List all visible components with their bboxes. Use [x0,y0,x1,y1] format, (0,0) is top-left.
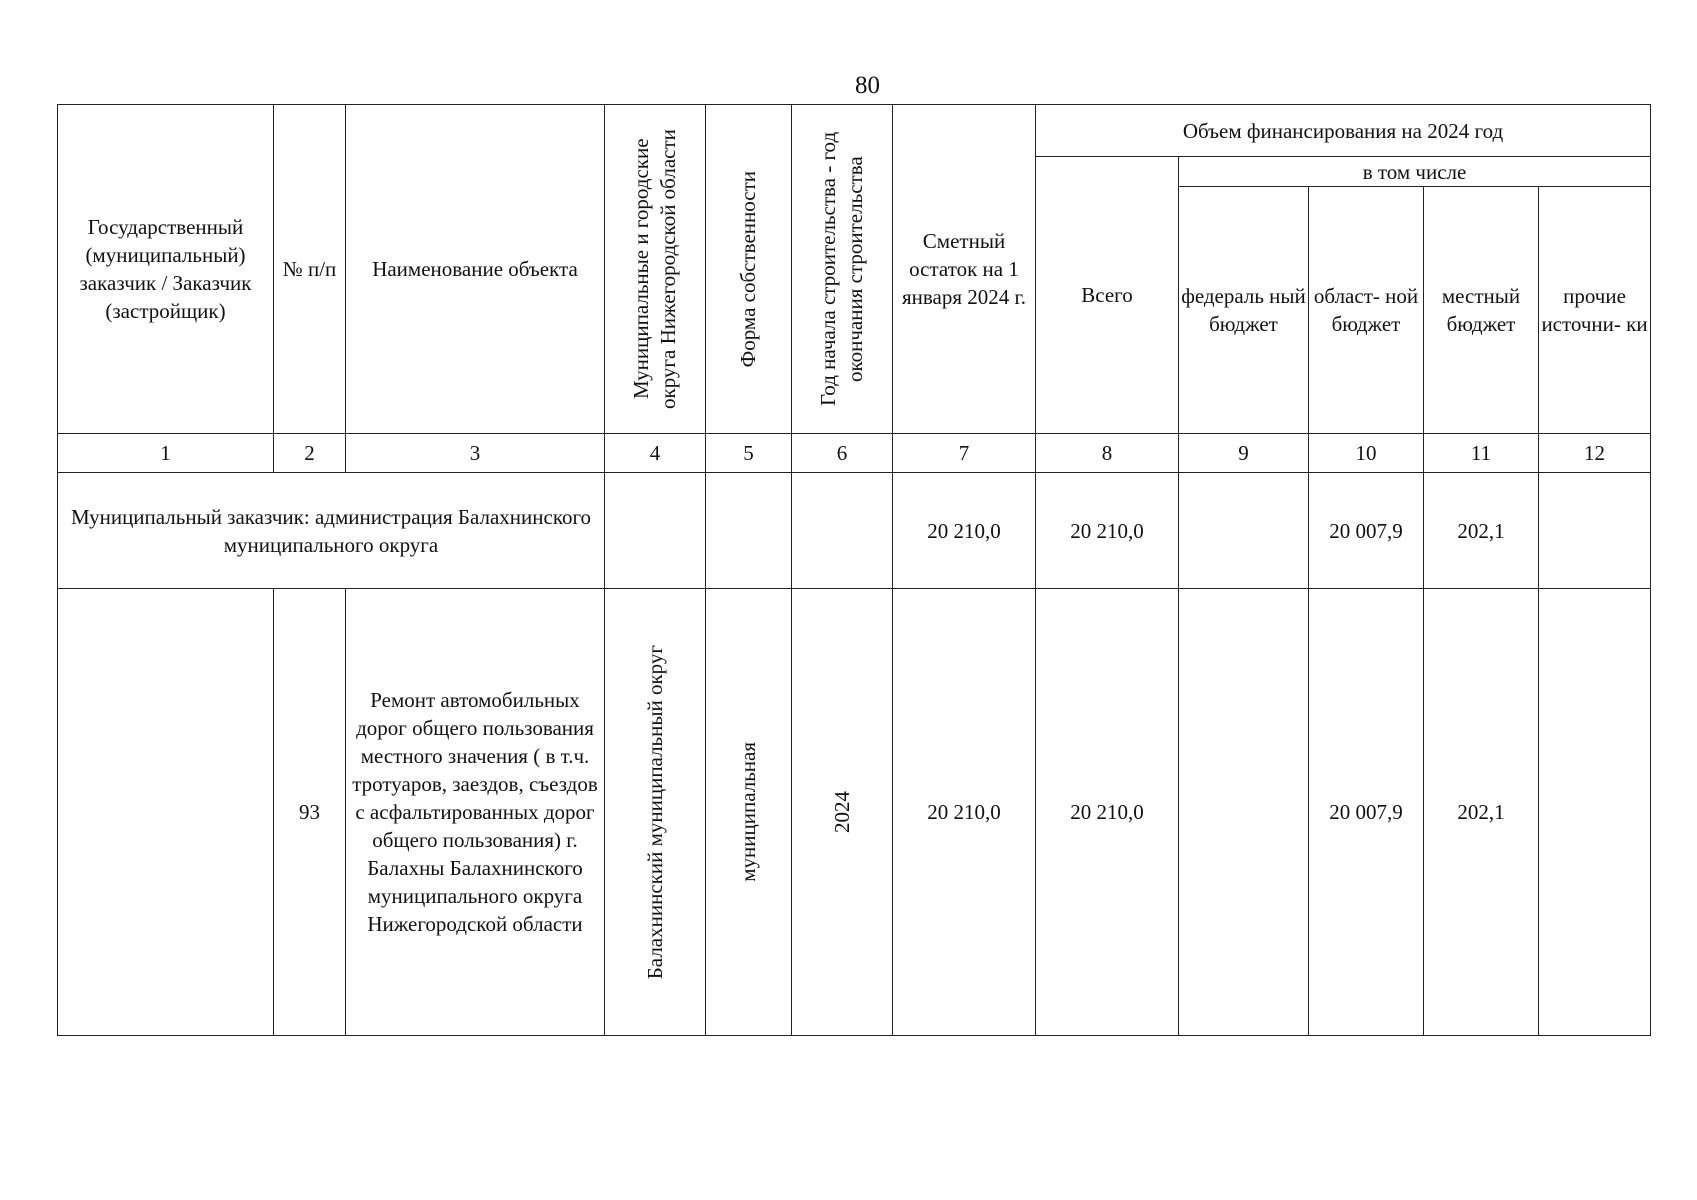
header-total: Всего [1036,157,1179,434]
header-municipalities-text: Муниципальные и городские округа Нижегородской области [629,129,680,409]
summary-municipality [605,473,706,589]
header-financing-group: Объем финансирования на 2024 год [1036,105,1651,157]
column-number: 6 [792,434,893,473]
item-regional: 20 007,9 [1309,589,1424,1036]
summary-other [1539,473,1651,589]
item-total: 20 210,0 [1036,589,1179,1036]
summary-years [792,473,893,589]
item-municipality [605,589,706,1036]
column-number: 5 [706,434,792,473]
item-years-text: 2024 [829,791,854,833]
financing-table [57,104,1651,1036]
column-number: 9 [1179,434,1309,473]
item-number: 93 [274,589,346,1036]
header-object-name: Наименование объекта [346,105,605,434]
column-number: 4 [605,434,706,473]
summary-federal [1179,473,1309,589]
item-local: 202,1 [1424,589,1539,1036]
summary-total: 20 210,0 [1036,473,1179,589]
header-customer: Государственный (муниципальный) заказчик / Заказчик (застройщик) [58,105,274,434]
item-ownership [706,589,792,1036]
header-ownership-text: Форма собственности [736,170,760,368]
header-row-1 [58,105,1651,157]
column-number: 12 [1539,434,1651,473]
header-number: № п/п [274,105,346,434]
header-other: прочие источни- ки [1539,187,1651,434]
summary-row [58,473,1651,589]
item-years [792,589,893,1036]
page-number: 80 [855,72,880,99]
column-number: 3 [346,434,605,473]
column-number: 2 [274,434,346,473]
summary-customer-label: Муниципальный заказчик: администрация Балахнинского муниципального округа [58,473,605,589]
item-customer [58,589,274,1036]
column-number: 8 [1036,434,1179,473]
column-number: 10 [1309,434,1424,473]
column-number-row [58,434,1651,473]
header-regional: област- ной бюджет [1309,187,1424,434]
header-ownership [706,105,792,434]
item-ownership-text: муниципальная [736,742,760,882]
column-number: 1 [58,434,274,473]
summary-estimate: 20 210,0 [893,473,1036,589]
item-row [58,589,1651,1036]
header-municipalities [605,105,706,434]
header-including: в том числе [1179,157,1651,187]
summary-local: 202,1 [1424,473,1539,589]
column-number: 7 [893,434,1036,473]
header-local: местный бюджет [1424,187,1539,434]
header-years [792,105,893,434]
header-years-text: Год начала строительства - год окончания строительства [816,131,867,407]
item-municipality-text: Балахнинский муниципальный округ [642,644,667,980]
item-other [1539,589,1651,1036]
header-estimate-remainder: Сметный остаток на 1 января 2024 г. [893,105,1036,434]
item-federal [1179,589,1309,1036]
item-object-name [346,589,605,1036]
item-object-name-text: Ремонт автомобильных дорог общего пользования местного значения ( в т.ч. тротуаров, заездов, съездов с асфальтированных дорог общего пользования) г. Балахны Балахнинского муниципального округа Нижегородской области [352,688,598,936]
item-estimate: 20 210,0 [893,589,1036,1036]
column-number: 11 [1424,434,1539,473]
summary-regional: 20 007,9 [1309,473,1424,589]
header-federal: федераль ный бюджет [1179,187,1309,434]
summary-ownership [706,473,792,589]
